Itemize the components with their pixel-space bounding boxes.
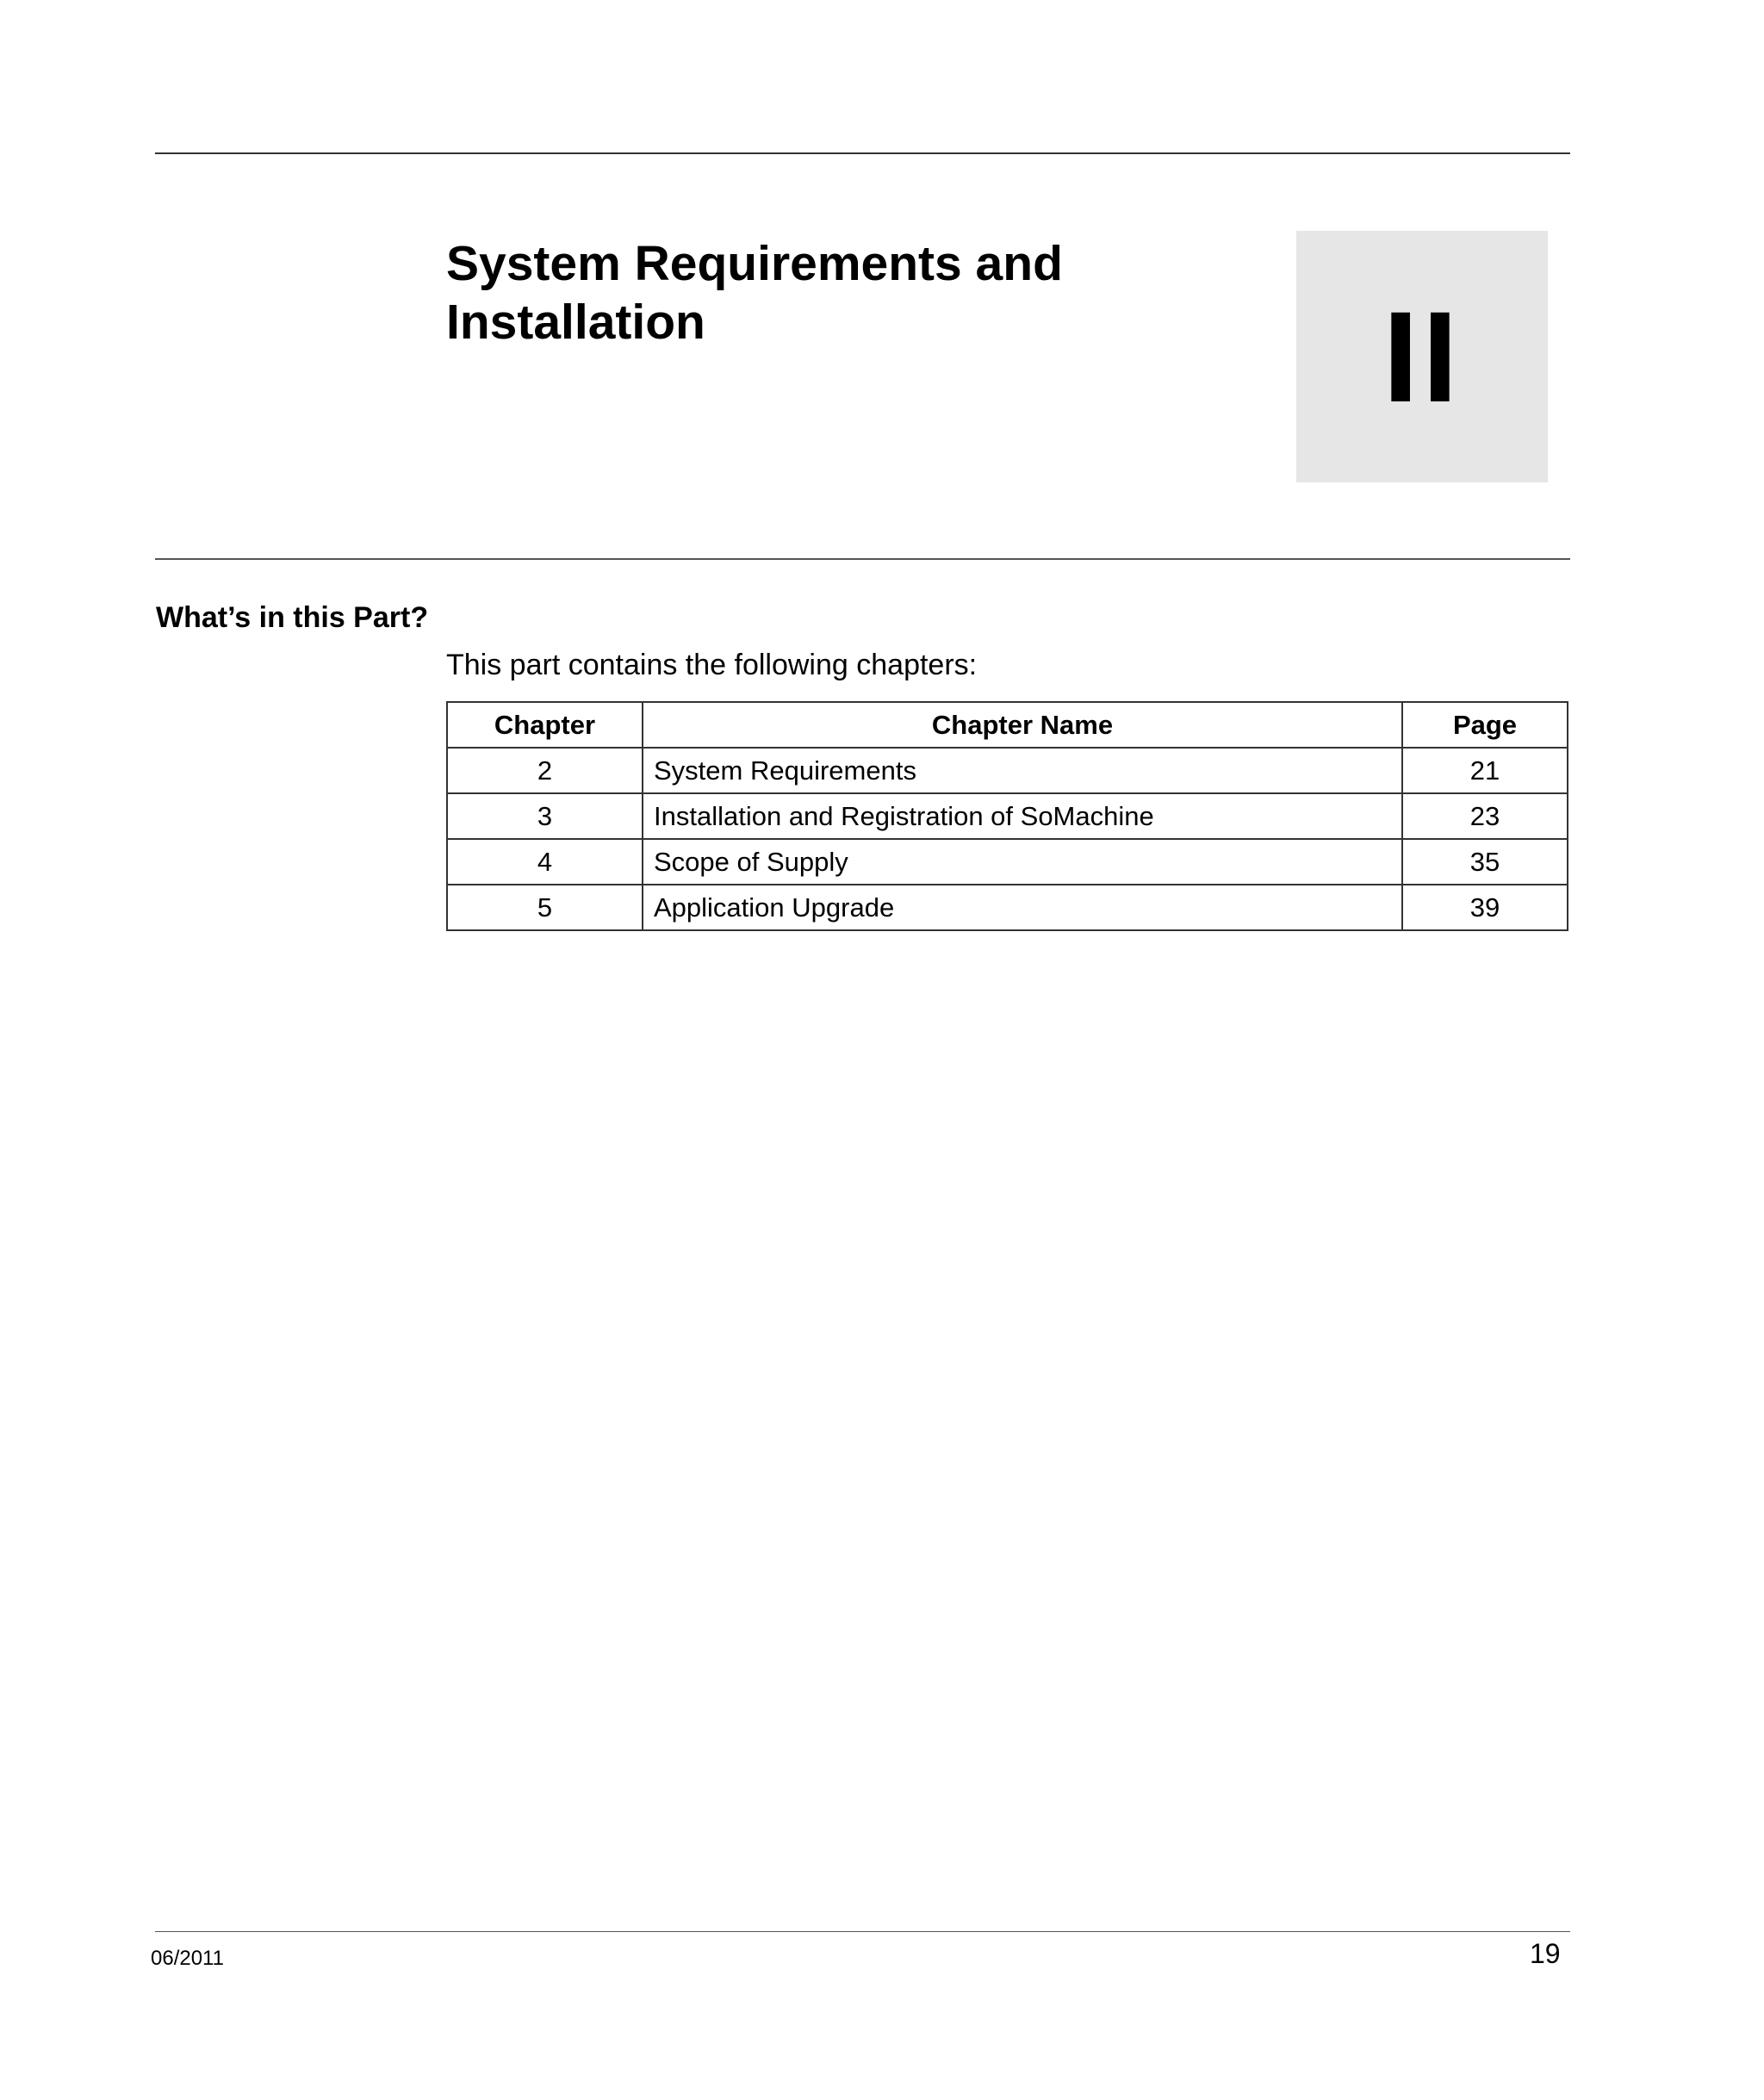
part-title-line2: Installation [446,295,705,350]
table-row [447,885,1568,930]
table-row [447,839,1568,885]
chapter-name-link[interactable]: Installation and Registration of SoMachine [643,793,1402,839]
header-chapter: Chapter [447,702,643,748]
footer-page-number: 19 [1530,1938,1561,1969]
header-chapter-name: Chapter Name [643,702,1402,748]
section-intro: This part contains the following chapters: [446,649,978,681]
part-title-line1: System Requirements and [446,236,1063,291]
chapter-name-link[interactable]: Scope of Supply [643,839,1402,885]
chapters-table [446,701,1568,931]
chapter-number: 2 [447,748,643,793]
chapter-name-link[interactable]: System Requirements [643,748,1402,793]
chapter-page-link[interactable]: 21 [1402,748,1568,793]
section-heading: What’s in this Part? [156,601,429,634]
part-number-box [1296,231,1548,482]
table-row [447,793,1568,839]
section-rule [155,558,1570,560]
chapter-number: 4 [447,839,643,885]
table-header-row [447,702,1568,748]
top-rule [155,152,1570,154]
part-title [446,234,1221,351]
chapter-number: 5 [447,885,643,930]
chapter-name-link[interactable]: Application Upgrade [643,885,1402,930]
footer-date: 06/2011 [151,1947,224,1970]
chapter-page-link[interactable]: 39 [1402,885,1568,930]
header-page: Page [1402,702,1568,748]
table-row [447,748,1568,793]
footer-rule [155,1931,1570,1932]
chapter-page-link[interactable]: 35 [1402,839,1568,885]
part-numeral: II [1382,284,1462,429]
chapter-page-link[interactable]: 23 [1402,793,1568,839]
chapter-number: 3 [447,793,643,839]
